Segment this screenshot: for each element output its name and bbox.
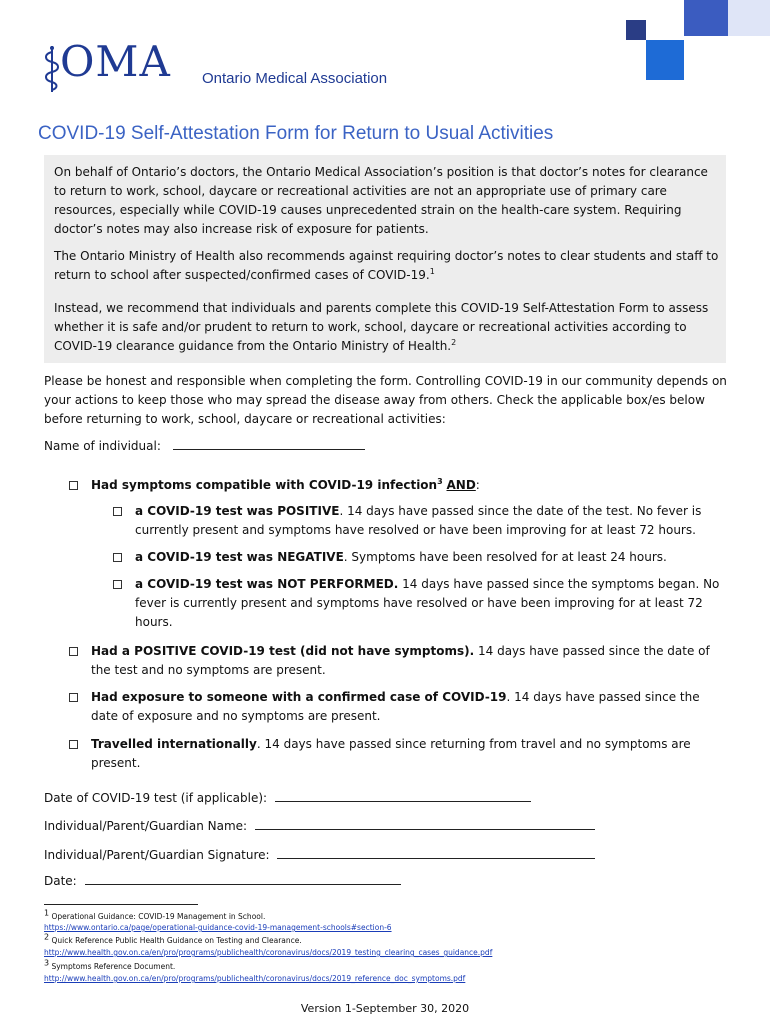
checkbox-positive-no-symptoms[interactable] — [69, 647, 78, 656]
item-symptoms: Had symptoms compatible with COVID-19 infection$^3$ AND: — [91, 477, 480, 492]
page-title: COVID-19 Self-Attestation Form for Return to Usual Activities — [38, 123, 554, 144]
item-positive-no-symptoms: Had a POSITIVE COVID-19 test (did not have symptoms). 14 days have passed since the date of the test and no symptoms are present. — [91, 644, 710, 677]
footnote-divider — [44, 904, 198, 905]
intro-paragraph-3: Instead, we recommend that individuals and parents complete this COVID-19 Self-Attestation Form to assess whether it is safe and/or prudent to return to work, school, daycare or recreational activities according to COVID-19 clearance guidance from the Ontario Ministry of Health.$^2$ — [54, 301, 709, 353]
footnote-2: $^2$ Quick Reference Public Health Guidance on Testing and Clearance. — [44, 932, 302, 945]
version-text: Version 1-September 30, 2020 — [300, 1002, 470, 1015]
org-name: Ontario Medical Association — [202, 70, 388, 87]
intro-box — [44, 155, 726, 363]
footnote-2-link[interactable]: http://www.health.gov.on.ca/en/pro/programs/publichealth/coronavirus/docs/2019_testing_clearing_cases_guidance.pdf — [44, 948, 493, 957]
header-square-dark — [626, 20, 646, 40]
date-label: Date: — [44, 874, 77, 888]
footnote-3: $^3$ Symptoms Reference Document. — [44, 958, 176, 971]
footnote-3-link[interactable]: http://www.health.gov.on.ca/en/pro/programs/publichealth/coronavirus/docs/2019_reference_doc_symptoms.pdf — [44, 974, 466, 983]
guardian-name-input-line[interactable] — [255, 816, 595, 830]
intro-paragraph-2: The Ontario Ministry of Health also recommends against requiring doctor’s notes to clear students and staff to return to school after suspected/confirmed cases of COVID-19.$^1$ — [54, 249, 719, 282]
name-label: Name of individual: — [44, 439, 161, 453]
guardian-signature-input-line[interactable] — [277, 845, 595, 859]
test-date-row — [44, 788, 531, 808]
guardian-name-row — [44, 816, 595, 836]
intro-paragraph-1: On behalf of Ontario’s doctors, the Ontario Medical Association’s position is that doctor’s notes for clearance to return to work, school, daycare or recreational activities are not an appropriate use of primary care resources, especially while COVID-19 causes unprecedented strain on the health-care system. Requiring doctor’s notes may also increase risk of exposure for patients. — [54, 165, 708, 236]
item-test-negative: a COVID-19 test was NEGATIVE. Symptoms have been resolved for at least 24 hours. — [135, 550, 667, 564]
header-square-bright — [646, 40, 684, 80]
checkbox-test-negative[interactable] — [113, 553, 122, 562]
guardian-signature-label: Individual/Parent/Guardian Signature: — [44, 848, 270, 862]
guardian-name-label: Individual/Parent/Guardian Name: — [44, 819, 248, 833]
date-row — [44, 871, 401, 891]
checkbox-travel[interactable] — [69, 740, 78, 749]
logo-text: OMA — [60, 37, 171, 86]
checkbox-exposure[interactable] — [69, 693, 78, 702]
header-square-light — [728, 0, 770, 36]
checkbox-test-positive[interactable] — [113, 507, 122, 516]
guardian-signature-row — [44, 845, 595, 865]
test-date-label: Date of COVID-19 test (if applicable): — [44, 791, 268, 805]
checkbox-test-not-performed[interactable] — [113, 580, 122, 589]
footnote-1: $^1$ Operational Guidance: COVID-19 Management in School. — [44, 908, 266, 921]
test-date-input-line[interactable] — [275, 788, 531, 802]
item-exposure: Had exposure to someone with a confirmed case of COVID-19. 14 days have passed since the date of exposure and no symptoms are present. — [91, 690, 700, 723]
header-square-mid — [684, 0, 728, 36]
date-input-line[interactable] — [85, 871, 401, 885]
item-test-positive: a COVID-19 test was POSITIVE. 14 days have passed since the date of the test. No fever is currently present and symptoms have resolved or have been improving for at least 72 hours. — [135, 504, 702, 537]
name-input-line[interactable] — [173, 436, 365, 450]
name-field-row — [44, 436, 365, 456]
footnote-1-link[interactable]: https://www.ontario.ca/page/operational-guidance-covid-19-management-schools#section-6 — [44, 923, 392, 932]
instructions: Please be honest and responsible when completing the form. Controlling COVID-19 in our community depends on your actions to keep those who may spread the disease away from others. Check the applicable box/es below before returning to work, school, daycare or recreational activities: — [44, 374, 727, 426]
item-travel: Travelled internationally. 14 days have passed since returning from travel and no symptoms are present. — [91, 737, 691, 770]
item-test-not-performed: a COVID-19 test was NOT PERFORMED. 14 days have passed since the symptoms began. No fever is currently present and symptoms have resolved or have been improving for at least 72 hours. — [135, 577, 720, 629]
checkbox-symptoms[interactable] — [69, 481, 78, 490]
